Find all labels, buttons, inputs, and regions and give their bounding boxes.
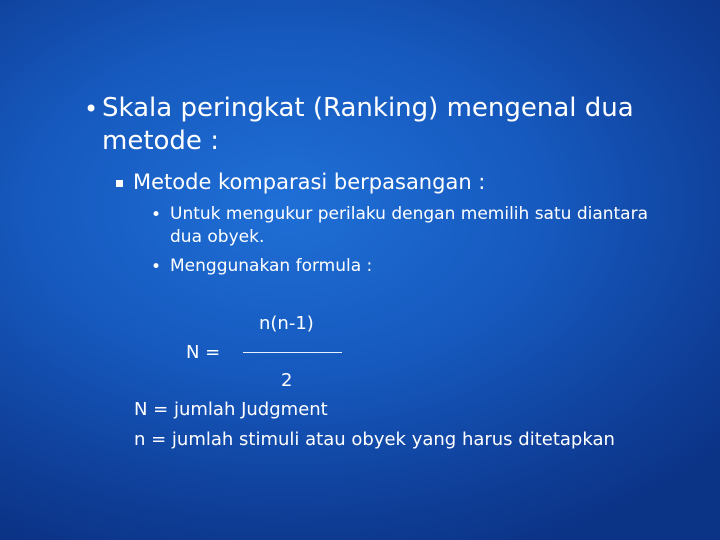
definition-n-upper: N = jumlah Judgment [134, 399, 328, 420]
point-text-2: Menggunakan formula : [170, 256, 373, 276]
formula-numerator: n(n-1) [259, 313, 314, 334]
square-bullet-icon [116, 180, 123, 187]
point-text-1: Untuk mengukur perilaku dengan memilih satu diantara dua obyek. [170, 204, 649, 247]
bullet-dot-icon: • [151, 257, 162, 277]
fraction-bar [243, 352, 342, 353]
sub-bullet-text: Metode komparasi berpasangan : [133, 170, 486, 194]
formula-denominator: 2 [281, 370, 293, 391]
formula-lhs: N = [186, 342, 221, 363]
main-bullet-text: Skala peringkat (Ranking) mengenal dua metode : [102, 93, 634, 156]
bullet-dot-icon: • [84, 95, 99, 123]
definition-n-lower: n = jumlah stimuli atau obyek yang harus ditetapkan [134, 429, 615, 450]
bullet-dot-icon: • [151, 205, 162, 225]
